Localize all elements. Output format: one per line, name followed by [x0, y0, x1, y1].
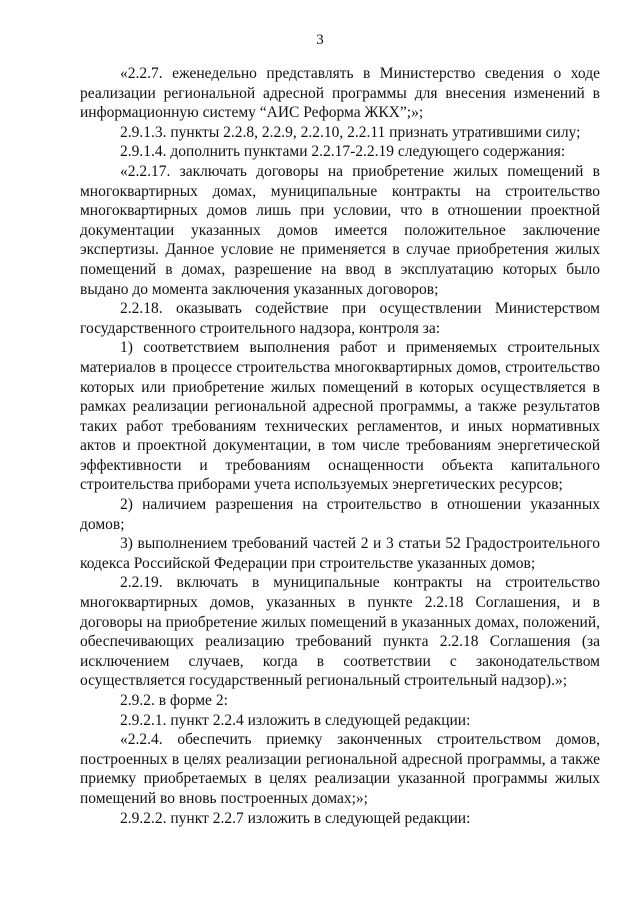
- paragraph-2-2-17: «2.2.17. заключать договоры на приобретение жилых помещений в многоквартирных домах, муниципальные контракты на строительство многоквартирных домов лишь при условии, что в отношении проектной документации указанных домов имеется положительное заключение экспертизы. Данное условие не применяется в случае приобретения жилых помещений в домах, разрешение на ввод в эксплуатацию которых было выдано до момента заключения указанных договоров;: [80, 162, 600, 298]
- paragraph-2-9-1-3: 2.9.1.3. пункты 2.2.8, 2.2.9, 2.2.10, 2.2.11 признать утратившими силу;: [120, 123, 581, 141]
- paragraph-2-9-2-1: 2.9.2.1. пункт 2.2.4 изложить в следующей редакции:: [120, 711, 471, 729]
- paragraph-2-9-2: 2.9.2. в форме 2:: [120, 692, 228, 709]
- paragraph-2-2-19: 2.2.19. включать в муниципальные контракты на строительство многоквартирных домов, указанных в пункте 2.2.18 Соглашения, и в договоры на приобретение жилых помещений в указанных домах, положений, обеспечивающих реализацию требований пункта 2.2.18 Соглашения (за исключением случаев, когда в соответствии с законодательством осуществляется государственный региональный строительный надзор).»;: [80, 574, 600, 690]
- paragraph-2-9-1-4: 2.9.1.4. дополнить пунктами 2.2.17-2.2.19 следующего содержания:: [120, 143, 566, 161]
- page-number: 3: [316, 32, 324, 48]
- paragraph-2-2-7: «2.2.7. еженедельно представлять в Министерство сведения о ходе реализации региональной адресной программы для внесения изменений в информационную систему “АИС Реформа ЖКХ”;»;: [80, 65, 600, 122]
- document-body: [80, 64, 600, 828]
- list-item-3: 3) выполнением требований частей 2 и 3 статьи 52 Градостроительного кодекса Российской Федерации при строительстве указанных домов;: [80, 535, 600, 572]
- paragraph-2-9-2-2: 2.9.2.2. пункт 2.2.7 изложить в следующей редакции:: [120, 809, 471, 827]
- paragraph-2-2-18: 2.2.18. оказывать содействие при осуществлении Министерством государственного строительного надзора, контроля за:: [80, 300, 600, 337]
- list-item-2: 2) наличием разрешения на строительство в отношении указанных домов;: [80, 496, 600, 533]
- paragraph-2-2-4: «2.2.4. обеспечить приемку законченных строительством домов, построенных в целях реализации региональной адресной программы, а также приемку приобретаемых в целях реализации указанной программы жилых помещений во вновь построенных домах;»;: [80, 731, 600, 807]
- list-item-1: 1) соответствием выполнения работ и применяемых строительных материалов в процессе строительства многоквартирных домов, строительство которых или приобретение жилых помещений в которых осуществляется в рамках реализации региональной адресной программы, а также результатов таких работ требованиям технических регламентов, и иных нормативных актов и проектной документации, в том числе требованиям энергетической эффективности и требованиям оснащенности объекта капитального строительства приборами учета используемых энергетических ресурсов;: [80, 339, 600, 494]
